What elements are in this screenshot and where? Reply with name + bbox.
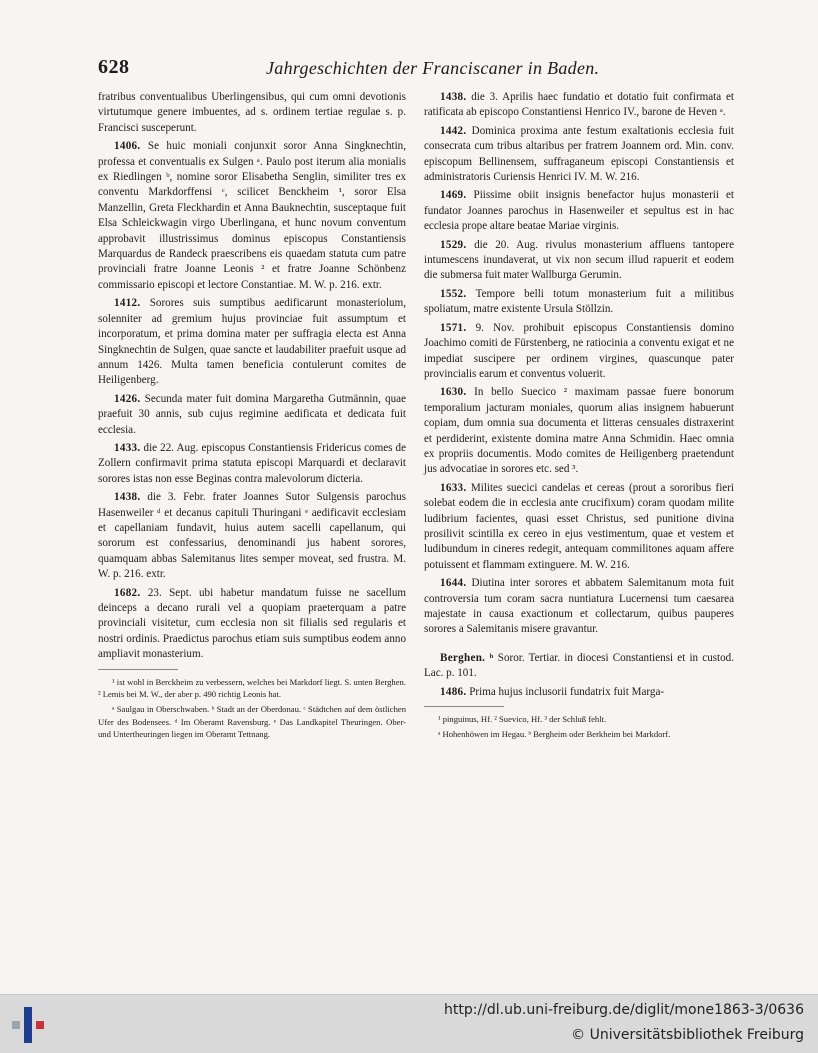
paragraph: 1529. die 20. Aug. rivulus monasterium affluens tantopere intumescens inundaverat, ut vix non secum illud rapuerit et eodem die submersa fuit mater Wallburga Gerumin.	[424, 238, 734, 282]
paragraph: 1633. Milites suecici candelas et cereas (prout a sororibus fieri solebat eodem die in ecclesia ante crucifixum) coram quodam milite ludibrium facientes, quasi esset Christus, sed punitione divina prosilivit scintilla ex cereo in ejus vestimentum, quae et vestem et ludibundum in cineres redegit, antequam commilitones aquam affere potuissent et flammam extinguere. M. W. 216.	[424, 481, 734, 571]
paragraph: 1486. Prima hujus inclusorii fundatrix fuit Marga-	[440, 685, 665, 698]
entry-year: 1433.	[114, 441, 141, 454]
paragraph: 1438. die 3. Febr. frater Joannes Sutor Sulgensis parochus Hasenweiler ᵈ et decanus capituli Thuringani ᵉ aedificavit ecclesiam et capellaniam fundavit, huius autem sacelli capellanum, qui sororum est confessarius, denominandi jus habent sorores, quamquam abbas Salemitanus lites semper moveat, sed frustra. M. W. p. 216. extr.	[98, 491, 406, 581]
entry-year: 1438.	[440, 91, 467, 103]
paragraph: 1438. die 3. Aprilis haec fundatio et dotatio fuit confirmata et ratificata ab episcopo Constantiensi Henrico IV., barone de Heven ᵃ.	[424, 91, 734, 119]
footnote: ¹ ist wohl in Berckheim zu verbessern, welches bei Markdorf liegt. S. unten Berghen. ² Lemis bei M. W., der aber p. 490 richtig Leonis hat.	[98, 676, 406, 700]
page-header	[98, 56, 738, 84]
entry-year: 1442.	[440, 124, 467, 137]
entry-year: 1438.	[114, 491, 141, 504]
entry-year: 1633.	[440, 481, 467, 494]
permalink-url[interactable]: http://dl.ub.uni-freiburg.de/diglit/mone1863-3/0636	[444, 1002, 804, 1018]
paragraph: fratribus conventualibus Uberlingensibus, qui cum omni devotionis virtutumque genere imbuentes, ad s. ordinem tertiae regulae s. p. Francisci susceperunt.	[98, 91, 406, 134]
paragraph: 1433. die 22. Aug. episcopus Constantiensis Fridericus comes de Zollern confirmavit prima statuta episcopi Marquardi et declaravit sorores istas non esse Beginas contra malevolorum dicteria.	[98, 441, 406, 485]
entry-year: 1406.	[114, 140, 141, 153]
paragraph: 1644. Diutina inter sorores et abbatem Salemitanum mota fuit controversia tum coram sacra nuntiatura Lucernensi tum caesarea majestate in causa exactionum et collectarum, quibus pauperes sorores a Salemitanis misere gravantur.	[424, 577, 734, 636]
paragraph: 1442. Dominica proxima ante festum exaltationis ecclesia fuit consecrata cum tribus altaribus per fratrem Joannem ord. Min. conv. episcopum Bellinensem, suffraganeum episcopi Constantiensis et administratoris Curiensis Henrici IV. M. W. 216.	[424, 124, 734, 184]
footnote: ᵃ Hohenhöwen im Hegau. ᵇ Bergheim oder Berkheim bei Markdorf.	[438, 729, 671, 740]
paragraph: 1630. In bello Suecico ² maximam passae fuere bonorum temporalium jacturam moniales, quorum alias insignem habuerunt copiam, dum omnia sua documenta et litteras censuales distraxerint et perdiderint, existente domina matre Anna Schmidin. Haec omnia ex propriis documentis. Modo comites de Heiligenberg praetendunt jus advocatiae in sorores etc. sed ³.	[424, 386, 734, 476]
page-number: 628	[98, 56, 130, 78]
entry-year: 1630.	[440, 386, 467, 399]
entry-year: 1571.	[440, 321, 467, 334]
viewer-footer	[0, 994, 818, 1053]
paragraph: 1571. 9. Nov. prohibuit episcopus Constantiensis domino Joachimo comiti de Fürstenberg, ne ratiocinia a conventu exigat et ne impediat suscipere per ordinem virgines, quascunque pater provincialis earum et conventus voluerit.	[424, 321, 734, 380]
library-logo-icon	[10, 999, 46, 1049]
paragraph: 1552. Tempore belli totum monasterium fuit a militibus spoliatum, matre existente Ursula Stöllzin.	[424, 287, 734, 316]
footnote-rule	[98, 669, 178, 670]
entry-year: 1552.	[440, 287, 467, 300]
section-gap	[424, 641, 734, 651]
right-column	[424, 90, 734, 744]
entry-year: 1486.	[440, 685, 467, 698]
entry-year: 1412.	[114, 297, 141, 310]
entry-year: 1682.	[114, 586, 141, 599]
entry-year: 1469.	[440, 189, 467, 202]
paragraph: 1406. Se huic moniali conjunxit soror Anna Singknechtin, professa et conventualis ex Sulgen ᵃ. Paulo post iterum alia monialis ex Riedlingen ᵇ, nomine soror Elisabetha Senglin, similiter tres ex conventu Markdorffensi ᶜ, scilicet Benckheim ¹, soror Elsa Manzellin, Greta Fleckhardin et Anna Bauknechtin, susceptaque fuit Elsa Schleickwagin virgo Uberlingana, et hunc novum conventum approbavit illustrissimus dominus episcopus Constantiensis Marquardus de Randeck praescribens eis quaedam statuta cum patre provinciali fratre Joanne Leonis ² et fratre Joanne Schönbenz commissario episcopi et lectore Constantiae. M. W. p. 216. extr.	[98, 140, 406, 291]
entry-year: 1644.	[440, 577, 467, 590]
left-column	[98, 90, 406, 744]
footnote: ¹ pinguinus, Hf. ² Suevico, Hf. ³ der Schluß fehlt.	[438, 714, 607, 725]
paragraph: 1469. Piissime obiit insignis benefactor hujus monasterii et fundator Joannes parochus in Hasenweiler et sepultus est in hac ecclesia prope altare beatae Mariae virginis.	[424, 189, 734, 233]
entry-year: 1529.	[440, 238, 467, 251]
paragraph: 1682. 23. Sept. ubi habetur mandatum fuisse ne sacellum deinceps a decano rurali vel a quopiam praeterquam a patre provinciali visitetur, cum ecclesia non sit filialis sed regularis et nostri ordinis. Praedictus parochus etiam suis sumptibus eodem anno ampliavit monasterium.	[98, 586, 406, 661]
paragraph: 1426. Secunda mater fuit domina Margaretha Gutmännin, quae praefuit 30 annis, sub cujus regimine aedificata et dedicata fuit ecclesia.	[98, 392, 406, 436]
section-heading-paragraph: Berghen. ᵇ Soror. Tertiar. in diocesi Constantiensi et in custod. Lac. p. 101.	[424, 651, 735, 680]
footnote-rule	[424, 706, 504, 707]
section-heading: Berghen. ᵇ	[440, 651, 494, 664]
paragraph: 1412. Sorores suis sumptibus aedificarunt monasteriolum, solenniter ad gremium hujus provinciae fuit assumptum et incorporatum, et prima domina mater per suffragia electa est Anna Singknechtin de Sulgen, quae sancte et laudabiliter praefuit usque ad annum 1426. Multa tamen beneficia contulerunt comites de Heiligenberg.	[98, 297, 406, 387]
footnote: ᵃ Saulgau in Oberschwaben. ᵇ Stadt an der Oberdonau. ᶜ Städtchen auf dem östlichen Ufer des Bodensees. ᵈ Im Oberamt Ravensburg. ᵉ Das Landkapitel Theuringen. Ober- und Untertheuringen liegen im Oberamt Tettnang.	[98, 704, 406, 740]
copyright-notice: © Universitätsbibliothek Freiburg	[571, 1027, 804, 1043]
running-head: Jahrgeschichten der Franciscaner in Baden.	[266, 58, 600, 78]
entry-year: 1426.	[114, 392, 141, 405]
